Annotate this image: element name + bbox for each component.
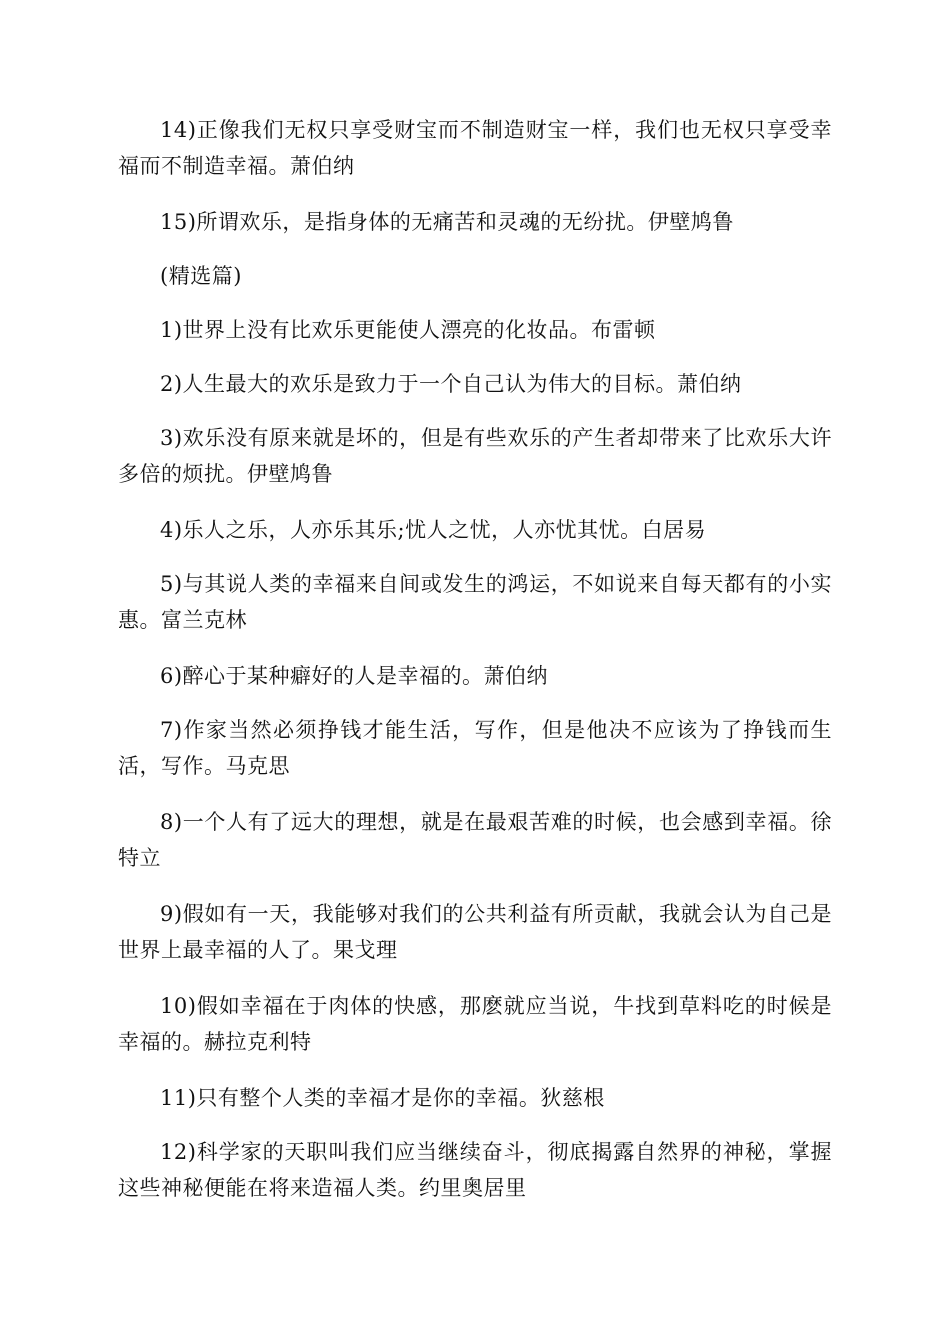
quote-paragraph-6: 6)醉心于某种癖好的人是幸福的。萧伯纳 [160, 664, 549, 688]
quote-paragraph-15: 15)所谓欢乐，是指身体的无痛苦和灵魂的无纷扰。伊壁鸠鲁 [160, 210, 734, 234]
quote-paragraph-1: 1)世界上没有比欢乐更能使人漂亮的化妆品。布雷顿 [160, 318, 656, 342]
quote-paragraph-14: 14)正像我们无权只享受财宝而不制造财宝一样，我们也无权只享受幸福而不制造幸福。萧伯纳 [118, 118, 832, 178]
quote-paragraph-10: 10)假如幸福在于肉体的快感，那麽就应当说，牛找到草料吃的时候是幸福的。赫拉克利特 [118, 994, 832, 1054]
quote-paragraph-2: 2)人生最大的欢乐是致力于一个自己认为伟大的目标。萧伯纳 [160, 372, 742, 396]
quote-paragraph-5: 5)与其说人类的幸福来自间或发生的鸿运，不如说来自每天都有的小实惠。富兰克林 [118, 572, 832, 632]
quote-paragraph-3: 3)欢乐没有原来就是坏的，但是有些欢乐的产生者却带来了比欢乐大许多倍的烦扰。伊壁鸠鲁 [118, 426, 832, 486]
quote-paragraph-9: 9)假如有一天，我能够对我们的公共利益有所贡献，我就会认为自己是世界上最幸福的人了。果戈理 [118, 902, 832, 962]
quote-paragraph-12: 12)科学家的天职叫我们应当继续奋斗，彻底揭露自然界的神秘，掌握这些神秘便能在将来造福人类。约里奥居里 [118, 1140, 832, 1200]
quote-paragraph-4: 4)乐人之乐，人亦乐其乐;忧人之忧，人亦忧其忧。白居易 [160, 518, 707, 542]
quote-paragraph-8: 8)一个人有了远大的理想，就是在最艰苦难的时候，也会感到幸福。徐特立 [118, 810, 832, 870]
quote-paragraph-7: 7)作家当然必须挣钱才能生活，写作，但是他决不应该为了挣钱而生活，写作。马克思 [118, 718, 832, 778]
section-heading-selected: (精选篇) [160, 264, 242, 288]
quote-paragraph-11: 11)只有整个人类的幸福才是你的幸福。狄慈根 [160, 1086, 605, 1110]
